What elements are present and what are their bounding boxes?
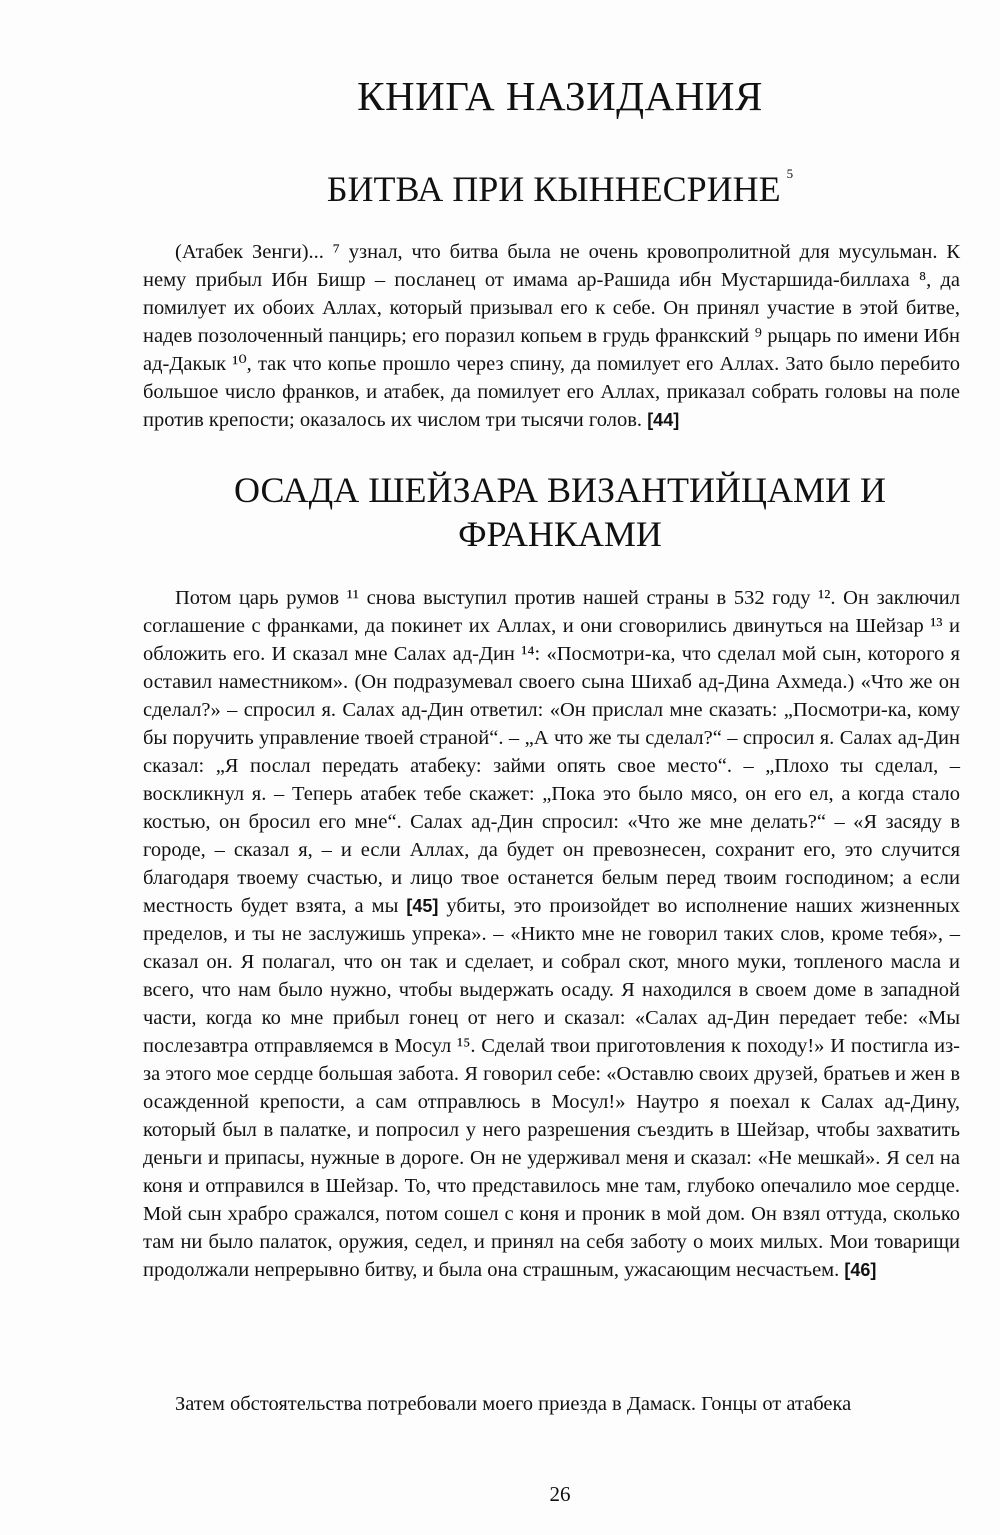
chapter-2-text [143, 584, 960, 1284]
paragraph-text: (Атабек Зенги)... ⁷ узнал, что битва была не очень кровопролитной для мусульман. К нему прибыл Ибн Бишр – посланец от имама ар-Рашида ибн Мустаршида-биллаха ⁸, да помилует их обоих Аллах, который призывал его к себе. Он принял участие в этой битве, надев позолоченный панцирь; его поразил копьем в грудь франкский ⁹ рыцарь по имени Ибн ад-Дакык ¹⁰, так что копье прошло через спину, да помилует его Аллах. Зато было перебито большое число франков, и атабек, да помилует его Аллах, приказал собрать головы на поле против крепости; оказалось их числом три тысячи голов. [143, 241, 960, 431]
chapter-title-battle [140, 162, 980, 211]
footnote-mark: 5 [786, 166, 794, 181]
chapter-title-battle-text: БИТВА ПРИ КЫННЕСРИНЕ [326, 169, 781, 209]
paragraph [143, 238, 960, 434]
page-marker: [44] [647, 410, 680, 430]
paragraph-text: Потом царь румов ¹¹ снова выступил против нашей страны в 532 году ¹². Он заключил соглашение с франками, да покинет их Аллах, и они сговорились двинуться на Шейзар ¹³ и обложить его. И сказал мне Салах ад-Дин ¹⁴: «Посмотри-ка, что сделал мой сын, которого я оставил наместником». (Он подразумевал своего сына Шихаб ад-Дина Ахмеда.) «Что же он сделал?» – спросил я. Салах ад-Дин ответил: «Он прислал мне сказать: „Посмотри-ка, кому бы поручить управление твоей страной“. – „А что же ты сделал?“ – спросил я. Салах ад-Дин сказал: „Я послал передать атабеку: займи опять свое место“. – „Плохо ты сделал, – воскликнул я. – Теперь атабек тебе скажет: „Пока это было мясо, он его ел, а когда стало костью, он бросил его мне“. Салах ад-Дин спросил: «Что же мне делать?“ – «Я засяду в городе, – сказал я, – и если Аллах, да будет он превознесен, сохранит его, это случится благодаря твоему счастью, и лицо твое останется белым перед твоим господином; а если местность будет взята, а мы [143, 587, 960, 917]
page-marker: [46] [844, 1260, 877, 1280]
chapter-title-siege: ОСАДА ШЕЙЗАРА ВИЗАНТИЙЦАМИ И ФРАНКАМИ [234, 470, 886, 554]
page-marker: [45] [406, 896, 439, 916]
paragraph: Затем обстоятельства потребовали моего приезда в Дамаск. Гонцы от атабека [175, 1393, 852, 1415]
paragraph-text: убиты, это произойдет во исполнение наших жизненных пределов, и ты не заслужишь упрека». – «Никто мне не говорил таких слов, кроме тебя», – сказал он. Я полагал, что он так и сделает, и собрал скот, много муки, топленого масла и всего, что нам было нужно, чтобы выдержать осаду. Я находился в своем доме в западной части, когда ко мне прибыл гонец от него и сказал: «Салах ад-Дин передает тебе: «Мы послезавтра отправляемся в Мосул ¹⁵. Сделай твои приготовления к походу!» И постигла из-за этого мое сердце большая забота. Я говорил себе: «Оставлю своих друзей, братьев и жен в осажденной крепости, а сам отправлюсь в Мосул!» Наутро я поехал к Салах ад-Дину, который был в палатке, и попросил у него разрешения съездить в Шейзар, чтобы захватить деньги и припасы, нужные в дороге. Он не удерживал меня и сказал: «Не мешкай». Я сел на коня и отправился в Шейзар. То, что представилось мне там, глубоко опечалило мое сердце. Мой сын храбро сражался, потом сошел с коня и проник в мой дом. Он взял оттуда, сколько там ни было палаток, оружия, седел, и принял на себя заботу о моих милых. Мои товарищи продолжали непрерывно битву, и была она страшным, ужасающим несчастьем. [143, 895, 961, 1281]
chapter-2-continuation [143, 1390, 960, 1418]
chapter-1-text [143, 238, 960, 434]
book-title: КНИГА НАЗИДАНИЯ [357, 73, 763, 119]
paragraph [143, 584, 960, 1284]
page-number: 26 [549, 1482, 571, 1506]
